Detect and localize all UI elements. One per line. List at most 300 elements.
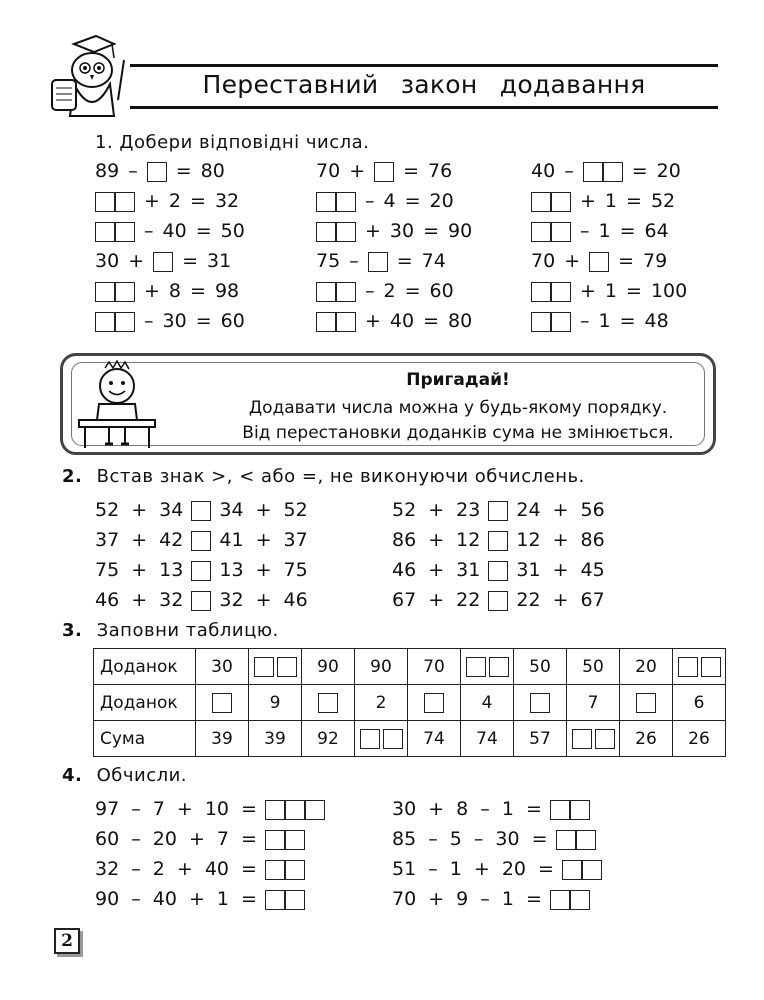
answer-box[interactable] xyxy=(488,561,508,581)
comparison-box[interactable] xyxy=(191,589,211,611)
comparison-box[interactable] xyxy=(488,499,508,521)
table-cell xyxy=(408,649,461,685)
remember-box xyxy=(60,353,716,455)
cell-value[interactable] xyxy=(424,693,444,713)
operator: = xyxy=(423,310,440,332)
answer-box[interactable] xyxy=(115,282,135,302)
comparison-box[interactable] xyxy=(191,499,211,521)
cell-value: 39 xyxy=(264,728,286,749)
answer-box[interactable] xyxy=(115,192,135,212)
operator: + xyxy=(580,280,596,302)
operand-b: 30 xyxy=(389,220,415,242)
cell-value[interactable] xyxy=(212,693,232,713)
equation xyxy=(531,308,669,334)
answer-box[interactable] xyxy=(701,657,721,677)
comparison-box[interactable] xyxy=(488,529,508,551)
operator: = xyxy=(195,310,212,332)
task3-text: Заповни таблицю. xyxy=(96,620,279,641)
left-expression: 52 + 34 xyxy=(95,499,184,521)
equation xyxy=(316,248,446,274)
table-cell xyxy=(620,649,673,685)
result: 60 xyxy=(220,310,245,332)
operand-a: 70 xyxy=(531,250,556,272)
answer-box[interactable] xyxy=(95,222,115,242)
operand-a[interactable] xyxy=(531,280,571,302)
task2-heading xyxy=(62,466,585,487)
task1-number: 1. xyxy=(95,132,114,153)
answer-boxes[interactable] xyxy=(562,858,602,880)
cell-value: 26 xyxy=(688,728,710,749)
cell-value[interactable] xyxy=(572,729,615,749)
operator: – xyxy=(128,160,138,182)
operator: = xyxy=(618,250,635,272)
table-cell xyxy=(673,685,726,721)
operator: – xyxy=(580,310,590,332)
cell-value: 6 xyxy=(693,692,705,713)
table-cell[interactable] xyxy=(408,685,461,721)
operand-a: 30 xyxy=(95,250,120,272)
comparison xyxy=(392,587,605,613)
task3-heading xyxy=(62,620,279,641)
answer-box[interactable] xyxy=(305,800,325,820)
operand-b[interactable] xyxy=(589,250,609,272)
equation xyxy=(531,158,681,184)
result: 32 xyxy=(214,190,240,212)
answer-box[interactable] xyxy=(285,860,305,880)
operand-a[interactable] xyxy=(316,190,356,212)
task1-heading xyxy=(95,132,369,153)
operator: + xyxy=(144,280,160,302)
equation xyxy=(95,248,231,274)
cell-value: 90 xyxy=(370,656,392,677)
answer-box[interactable] xyxy=(531,312,551,332)
operator: = xyxy=(626,190,642,212)
answer-box[interactable] xyxy=(285,800,305,820)
answer-box[interactable] xyxy=(115,312,135,332)
answer-box[interactable] xyxy=(265,860,285,880)
task2-number: 2. xyxy=(62,466,83,487)
operand-a: 75 xyxy=(316,250,341,272)
answer-box[interactable] xyxy=(603,162,623,182)
operator: – xyxy=(349,250,359,272)
equation xyxy=(95,218,245,244)
answer-box[interactable] xyxy=(576,830,596,850)
answer-box[interactable] xyxy=(95,312,115,332)
result: 80 xyxy=(448,310,473,332)
operand-a[interactable] xyxy=(95,280,135,302)
operand-a[interactable] xyxy=(316,220,356,242)
answer-box[interactable] xyxy=(191,561,211,581)
answer-box[interactable] xyxy=(95,192,115,212)
operand-b: 1 xyxy=(598,310,611,332)
table-cell xyxy=(673,721,726,757)
operator: – xyxy=(365,280,375,302)
operator: = xyxy=(190,190,206,212)
answer-box[interactable] xyxy=(551,312,571,332)
answer-box[interactable] xyxy=(316,192,336,212)
operator: + xyxy=(128,250,145,272)
table-cell[interactable] xyxy=(196,685,249,721)
expression xyxy=(392,856,602,882)
title-top-rule xyxy=(130,64,718,67)
title-bottom-rule xyxy=(130,106,718,109)
expression xyxy=(95,796,325,822)
result: 90 xyxy=(448,220,473,242)
operand-b: 40 xyxy=(162,220,187,242)
answer-box[interactable] xyxy=(488,591,508,611)
operand-a: 40 xyxy=(531,160,556,182)
operand-a: 89 xyxy=(95,160,120,182)
answer-box[interactable] xyxy=(488,531,508,551)
comparison xyxy=(392,497,605,523)
answer-box[interactable] xyxy=(636,693,656,713)
right-expression: 32 + 46 xyxy=(219,589,308,611)
operand-a: 70 xyxy=(316,160,341,182)
result: 20 xyxy=(429,190,454,212)
table-cell xyxy=(302,649,355,685)
cell-value[interactable] xyxy=(636,693,656,713)
answer-box[interactable] xyxy=(265,830,285,850)
operator: = xyxy=(195,220,212,242)
equation xyxy=(531,278,687,304)
result: 76 xyxy=(428,160,453,182)
expression xyxy=(95,826,305,852)
cell-value: 39 xyxy=(211,728,233,749)
answer-box[interactable] xyxy=(336,312,356,332)
result: 98 xyxy=(214,280,240,302)
result: 64 xyxy=(644,220,669,242)
owl-scholar-icon xyxy=(44,30,134,122)
answer-box[interactable] xyxy=(531,282,551,302)
operator: = xyxy=(619,310,636,332)
right-expression: 22 + 67 xyxy=(516,589,605,611)
answer-boxes[interactable] xyxy=(550,798,590,820)
table-cell xyxy=(249,721,302,757)
answer-box[interactable] xyxy=(531,192,551,212)
answer-box[interactable] xyxy=(572,729,592,749)
operand-b: 1 xyxy=(604,280,618,302)
cell-value[interactable] xyxy=(466,657,509,677)
expression xyxy=(392,886,590,912)
operator: + xyxy=(365,310,381,332)
result: 31 xyxy=(207,250,232,272)
answer-box[interactable] xyxy=(277,657,297,677)
answer-box[interactable] xyxy=(115,222,135,242)
operand-a[interactable] xyxy=(95,310,135,332)
result: 79 xyxy=(643,250,668,272)
answer-box[interactable] xyxy=(551,282,571,302)
answer-box[interactable] xyxy=(360,729,380,749)
table-cell[interactable] xyxy=(302,685,355,721)
expression xyxy=(392,826,596,852)
comparison xyxy=(95,497,308,523)
operator: + xyxy=(365,220,381,242)
operand-b: 40 xyxy=(389,310,415,332)
operator: = xyxy=(404,280,421,302)
answer-boxes[interactable] xyxy=(265,798,325,820)
equation xyxy=(531,218,669,244)
answer-box[interactable] xyxy=(316,312,336,332)
row-label: Доданок xyxy=(94,685,196,721)
right-expression: 12 + 86 xyxy=(516,529,605,551)
answer-box[interactable] xyxy=(570,800,590,820)
comparison-box[interactable] xyxy=(191,529,211,551)
answer-box[interactable] xyxy=(589,252,609,272)
table-cell xyxy=(196,649,249,685)
table-cell xyxy=(620,721,673,757)
answer-box[interactable] xyxy=(336,192,356,212)
operator: = xyxy=(626,280,642,302)
operator: – xyxy=(564,160,574,182)
answer-box[interactable] xyxy=(489,657,509,677)
left-expression: 75 + 13 xyxy=(95,559,184,581)
operator: + xyxy=(580,190,596,212)
answer-box[interactable] xyxy=(336,282,356,302)
cell-value: 7 xyxy=(587,692,599,713)
equation xyxy=(95,158,225,184)
operator: – xyxy=(580,220,590,242)
addition-table xyxy=(93,648,726,757)
answer-box[interactable] xyxy=(316,222,336,242)
comparison xyxy=(95,557,308,583)
task1-text: Добери відповідні числа. xyxy=(119,132,370,153)
equation xyxy=(316,278,454,304)
cell-value[interactable] xyxy=(254,657,297,677)
answer-box[interactable] xyxy=(191,531,211,551)
answer-box[interactable] xyxy=(254,657,274,677)
cell-value: 4 xyxy=(481,692,493,713)
table-cell xyxy=(196,721,249,757)
left-expression: 37 + 42 xyxy=(95,529,184,551)
answer-boxes[interactable] xyxy=(265,888,305,910)
cell-value: 50 xyxy=(529,656,551,677)
operator: + xyxy=(349,160,366,182)
operator: + xyxy=(144,190,160,212)
operand-b: 1 xyxy=(598,220,611,242)
answer-box[interactable] xyxy=(582,860,602,880)
result: 48 xyxy=(644,310,669,332)
cell-value: 74 xyxy=(476,728,498,749)
row-label: Доданок xyxy=(94,649,196,685)
cell-value: 74 xyxy=(423,728,445,749)
operator: = xyxy=(403,160,420,182)
table-row xyxy=(94,649,726,685)
comparison-box[interactable] xyxy=(488,559,508,581)
operand-a[interactable] xyxy=(316,280,356,302)
answer-box[interactable] xyxy=(191,501,211,521)
operand-a[interactable] xyxy=(95,190,135,212)
task4-heading xyxy=(62,765,187,786)
cell-value: 2 xyxy=(375,692,387,713)
answer-box[interactable] xyxy=(678,657,698,677)
result: 74 xyxy=(421,250,446,272)
table-cell[interactable] xyxy=(567,721,620,757)
table-cell xyxy=(567,685,620,721)
cell-value[interactable] xyxy=(530,693,550,713)
equation xyxy=(316,188,454,214)
answer-box[interactable] xyxy=(550,800,570,820)
answer-box[interactable] xyxy=(424,693,444,713)
operand-b[interactable] xyxy=(583,160,623,182)
left-expression: 86 + 12 xyxy=(392,529,481,551)
cell-value: 70 xyxy=(423,656,445,677)
operator: = xyxy=(631,160,648,182)
cell-value: 57 xyxy=(529,728,551,749)
result: 100 xyxy=(650,280,688,302)
answer-box[interactable] xyxy=(551,192,571,212)
operator: = xyxy=(175,160,192,182)
answer-box[interactable] xyxy=(556,830,576,850)
left-expression: 46 + 31 xyxy=(392,559,481,581)
left-expression: 52 + 23 xyxy=(392,499,481,521)
cell-value: 92 xyxy=(317,728,339,749)
answer-box[interactable] xyxy=(95,282,115,302)
table-cell[interactable] xyxy=(514,685,567,721)
operand-b[interactable] xyxy=(374,160,394,182)
remember-line-1: Додавати числа можна у будь-якому порядку. xyxy=(248,398,668,418)
answer-boxes[interactable] xyxy=(556,828,596,850)
right-expression: 41 + 37 xyxy=(219,529,308,551)
expression xyxy=(95,886,305,912)
operand-a[interactable] xyxy=(531,190,571,212)
comparison-box[interactable] xyxy=(191,559,211,581)
expression-text: 90 – 40 + 1 = xyxy=(95,888,257,910)
result: 80 xyxy=(200,160,225,182)
answer-box[interactable] xyxy=(551,222,571,242)
expression-text: 51 – 1 + 20 = xyxy=(392,858,554,880)
equation xyxy=(95,308,245,334)
cell-value: 90 xyxy=(317,656,339,677)
answer-box[interactable] xyxy=(316,282,336,302)
equation xyxy=(316,218,472,244)
table-cell xyxy=(355,685,408,721)
answer-boxes[interactable] xyxy=(265,828,305,850)
equation xyxy=(316,308,472,334)
operand-b[interactable] xyxy=(368,250,388,272)
table-cell[interactable] xyxy=(355,721,408,757)
operator: – xyxy=(144,220,154,242)
schoolboy-at-desk-icon xyxy=(75,360,159,450)
cell-value: 30 xyxy=(211,656,233,677)
equation xyxy=(95,278,239,304)
answer-box[interactable] xyxy=(550,890,570,910)
answer-box[interactable] xyxy=(562,860,582,880)
right-expression: 24 + 56 xyxy=(516,499,605,521)
table-row xyxy=(94,721,726,757)
answer-box[interactable] xyxy=(368,252,388,272)
comparison-box[interactable] xyxy=(488,589,508,611)
table-cell xyxy=(514,649,567,685)
table-cell xyxy=(567,649,620,685)
table-cell xyxy=(302,721,355,757)
answer-box[interactable] xyxy=(531,222,551,242)
answer-box[interactable] xyxy=(265,890,285,910)
result: 20 xyxy=(656,160,681,182)
answer-box[interactable] xyxy=(336,222,356,242)
result: 50 xyxy=(220,220,245,242)
answer-box[interactable] xyxy=(374,162,394,182)
expression-text: 60 – 20 + 7 = xyxy=(95,828,257,850)
expression-text: 30 + 8 – 1 = xyxy=(392,798,542,820)
operand-a[interactable] xyxy=(531,310,571,332)
operand-b[interactable] xyxy=(147,160,167,182)
table-cell xyxy=(514,721,567,757)
cell-value[interactable] xyxy=(678,657,721,677)
cell-value[interactable] xyxy=(360,729,403,749)
operand-a[interactable] xyxy=(531,220,571,242)
table-cell[interactable] xyxy=(461,649,514,685)
operator: = xyxy=(423,220,440,242)
page-number: 2 xyxy=(54,928,80,954)
answer-boxes[interactable] xyxy=(550,888,590,910)
comparison xyxy=(95,527,308,553)
comparison xyxy=(95,587,308,613)
answer-box[interactable] xyxy=(383,729,403,749)
table-cell[interactable] xyxy=(249,649,302,685)
table-cell[interactable] xyxy=(673,649,726,685)
cell-value[interactable] xyxy=(318,693,338,713)
task3-number: 3. xyxy=(62,620,83,641)
page-title: Переставний закон додавання xyxy=(202,70,646,99)
expression-text: 70 + 9 – 1 = xyxy=(392,888,542,910)
right-expression: 34 + 52 xyxy=(219,499,308,521)
answer-box[interactable] xyxy=(153,252,173,272)
answer-box[interactable] xyxy=(318,693,338,713)
table-cell[interactable] xyxy=(620,685,673,721)
answer-box[interactable] xyxy=(488,501,508,521)
left-expression: 46 + 32 xyxy=(95,589,184,611)
answer-box[interactable] xyxy=(285,830,305,850)
answer-box[interactable] xyxy=(530,693,550,713)
table-cell xyxy=(461,685,514,721)
left-expression: 67 + 22 xyxy=(392,589,481,611)
answer-box[interactable] xyxy=(570,890,590,910)
cell-value: 26 xyxy=(635,728,657,749)
comparison xyxy=(392,557,605,583)
result: 52 xyxy=(650,190,676,212)
answer-box[interactable] xyxy=(212,693,232,713)
answer-box[interactable] xyxy=(147,162,167,182)
operand-b[interactable] xyxy=(153,250,173,272)
table-cell xyxy=(461,721,514,757)
expression-text: 32 – 2 + 40 = xyxy=(95,858,257,880)
answer-boxes[interactable] xyxy=(265,858,305,880)
right-expression: 13 + 75 xyxy=(219,559,308,581)
equation xyxy=(316,158,452,184)
comparison xyxy=(392,527,605,553)
operator: + xyxy=(564,250,581,272)
operand-b: 4 xyxy=(383,190,396,212)
equation xyxy=(531,248,667,274)
answer-box[interactable] xyxy=(595,729,615,749)
task4-text: Обчисли. xyxy=(96,765,188,786)
answer-box[interactable] xyxy=(285,890,305,910)
operator: – xyxy=(144,310,154,332)
cell-value: 50 xyxy=(582,656,604,677)
remember-line-2: Від перестановки доданків сума не змінюється. xyxy=(242,423,674,443)
answer-box[interactable] xyxy=(466,657,486,677)
operator: = xyxy=(404,190,421,212)
operator: = xyxy=(182,250,199,272)
operand-a[interactable] xyxy=(95,220,135,242)
answer-box[interactable] xyxy=(583,162,603,182)
operand-a[interactable] xyxy=(316,310,356,332)
answer-box[interactable] xyxy=(191,591,211,611)
cell-value: 9 xyxy=(269,692,281,713)
operand-b: 1 xyxy=(604,190,618,212)
answer-box[interactable] xyxy=(265,800,285,820)
expression-text: 85 – 5 – 30 = xyxy=(392,828,548,850)
